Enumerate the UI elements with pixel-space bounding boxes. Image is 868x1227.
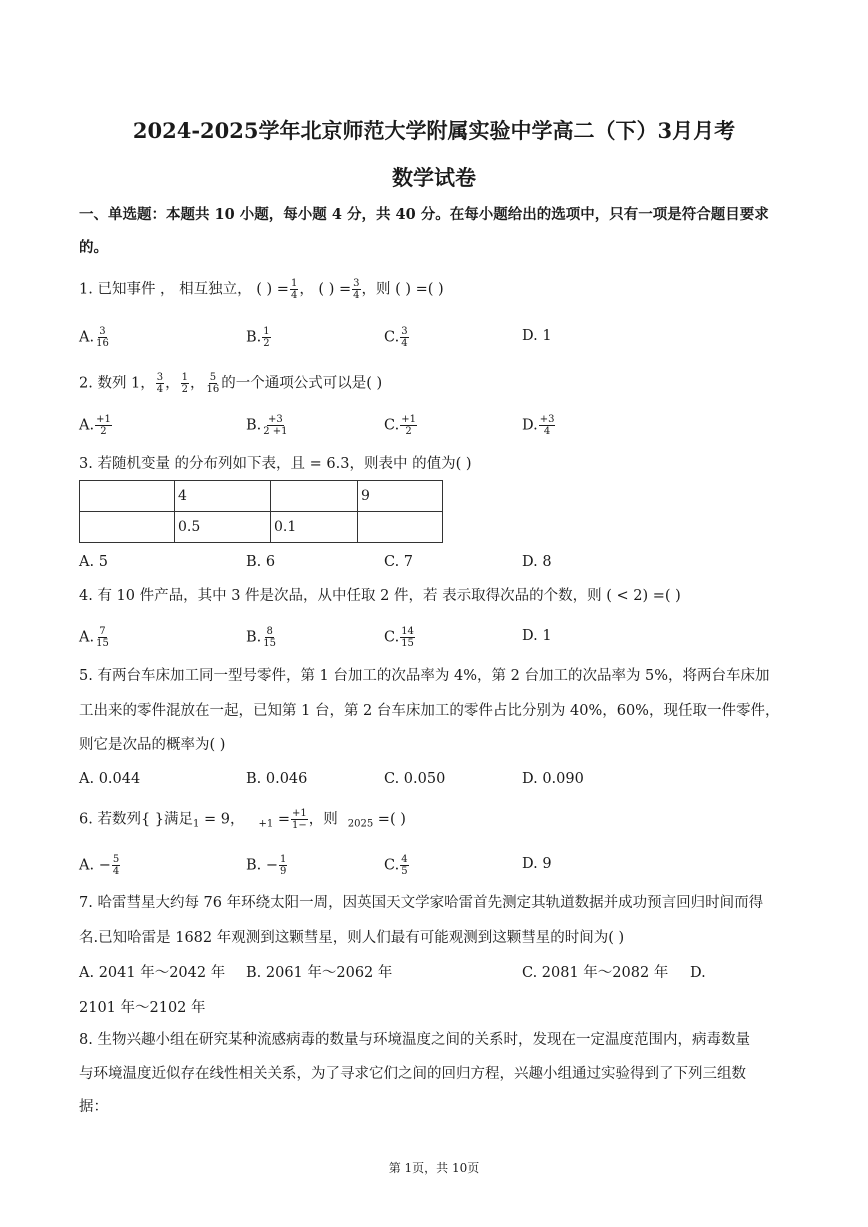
q4-option-b: B. $\frac{8}{15}$ (246, 626, 276, 649)
question-7-cont: 名.已知哈雷是 1682 年观测到这颗彗星，则人们最有可能观测到这颗彗星的时间为( ) (79, 930, 625, 946)
exam-title: 2024-2025学年北京师范大学附属实验中学高二（下）3月月考 (132, 118, 736, 143)
table-row (80, 512, 443, 543)
distribution-table (79, 480, 443, 543)
q5-option-b: B. 0.046 (246, 771, 308, 787)
q3-option-a: A. 5 (79, 554, 108, 570)
question-5-cont: 则它是次品的概率为( ) (79, 737, 226, 753)
q2-option-a: A. $\frac{+1}{2}$ (79, 414, 111, 437)
q3-option-d: D. 8 (522, 554, 552, 570)
question-5: 5. 有两台车床加工同一型号零件，第 1 台加工的次品率为 4%，第 2 台加工的次品率为 5%，将两台车床加 (79, 668, 770, 684)
question-4: 4. 有 10 件产品，其中 3 件是次品，从中任取 2 件，若 表示取得次品的个数，则 ( < 2) =( ) (79, 588, 681, 604)
q2-option-b: B. $\frac{+3}{2 +1}$ (246, 414, 288, 437)
q3-option-c: C. 7 (384, 554, 414, 570)
table-cell: 0.5 (175, 512, 271, 543)
table-cell: 9 (358, 481, 443, 512)
q5-option-c: C. 0.050 (384, 771, 446, 787)
table-cell: 0.1 (271, 512, 358, 543)
table-cell (80, 512, 175, 543)
q1-option-a: A. $\frac{3}{16}$ (79, 326, 109, 349)
question-8-cont: 据： (79, 1099, 108, 1115)
question-3: 3. 若随机变量 的分布列如下表，且 = 6.3，则表中 的值为( ) (79, 456, 472, 472)
q2-option-c: C. $\frac{+1}{2}$ (384, 414, 416, 437)
question-5-cont: 工出来的零件混放在一起，已知第 1 台，第 2 台车床加工的零件占比分别为 40%，60%，现任取一件零件， (79, 703, 780, 719)
q4-option-a: A. $\frac{7}{15}$ (79, 626, 109, 649)
table-row (80, 481, 443, 512)
page-footer: 第 1页，共 10页 (388, 1161, 480, 1175)
q6-option-a: A. − $\frac{5}{4}$ (79, 854, 120, 877)
question-8: 8. 生物兴趣小组在研究某种流感病毒的数量与环境温度之间的关系时，发现在一定温度范围内，病毒数量 (79, 1032, 750, 1048)
fraction: $\frac{3}{4}$ (353, 278, 360, 301)
q7-option-d-cont: 2101 年～2102 年 (79, 1000, 206, 1016)
q7-option-d: D. (690, 965, 706, 981)
q4-option-d: D. 1 (522, 628, 552, 644)
q1-option-d: D. 1 (522, 328, 552, 344)
q2-option-d: D. $\frac{+3}{4}$ (522, 414, 555, 437)
table-cell (80, 481, 175, 512)
question-8-cont: 与环境温度近似存在线性相关关系，为了寻求它们之间的回归方程，兴趣小组通过实验得到了下列三组数 (79, 1066, 746, 1082)
question-7: 7. 哈雷彗星大约每 76 年环绕太阳一周，因英国天文学家哈雷首先测定其轨道数据并成功预言回归时间而得 (79, 895, 764, 911)
q6-option-c: C. $\frac{4}{5}$ (384, 854, 408, 877)
table-cell (271, 481, 358, 512)
question-2: 2. 数列 1， $\frac{3}{4}$ ， $\frac{1}{2}$ ， $\frac{5}{16}$ 的一个通项公式可以是( ) (79, 372, 383, 395)
section-heading-cont: 的。 (79, 239, 108, 256)
q3-option-b: B. 6 (246, 554, 276, 570)
exam-subtitle: 数学试卷 (392, 165, 476, 190)
fraction: $\frac{1}{4}$ (290, 278, 298, 301)
q7-option-c: C. 2081 年～2082 年 (522, 965, 669, 981)
section-heading: 一、单选题：本题共 10 小题，每小题 4 分，共 40 分。在每小题给出的选项中，只有一项是符合题目要求 (79, 206, 769, 223)
table-cell: 4 (175, 481, 271, 512)
table-cell (358, 512, 443, 543)
q1-option-b: B. $\frac{1}{2}$ (246, 326, 270, 349)
q1-option-c: C. $\frac{3}{4}$ (384, 326, 408, 349)
q6-option-b: B. − $\frac{1}{9}$ (246, 854, 287, 877)
q7-option-b: B. 2061 年～2062 年 (246, 965, 393, 981)
question-1: 1. 已知事件 ， 相互独立， ( ) = $\frac{1}{4}$ ， ( ) = $\frac{3}{4}$ ，则 ( ) =( ) (79, 278, 444, 301)
q5-option-a: A. 0.044 (79, 771, 141, 787)
q4-option-c: C. $\frac{14}{15}$ (384, 626, 414, 649)
q5-option-d: D. 0.090 (522, 771, 584, 787)
q6-option-d: D. 9 (522, 856, 552, 872)
q7-option-a: A. 2041 年～2042 年 (79, 965, 226, 981)
question-6: 6. 若数列{ }满足$_1$ = 9， $_{+1}$ = $\frac{+1}{1-}$ ，则 $_{2025}$ =( ) (79, 808, 406, 831)
